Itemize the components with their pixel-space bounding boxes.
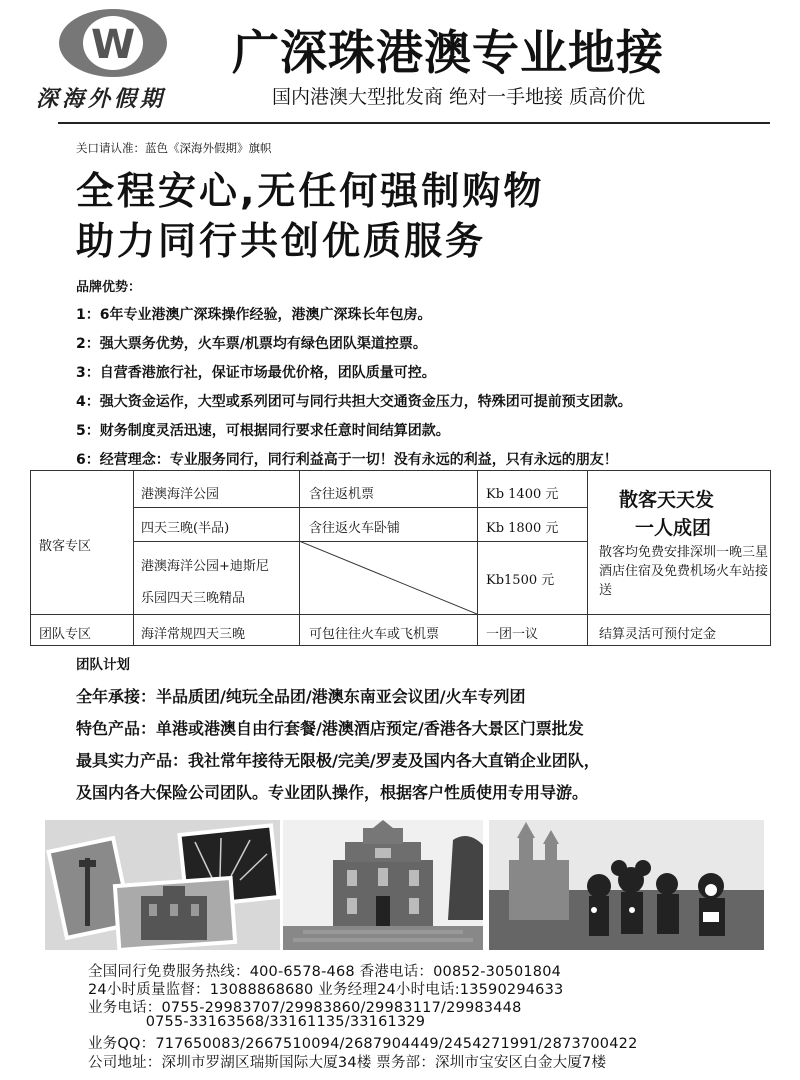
- business-phone-text-2: 0755-33163568/33161135/33161329: [88, 1014, 426, 1030]
- group-settlement: 结算灵活可预付定金: [599, 627, 717, 642]
- address-text: 公司地址：深圳市罗湖区瑞斯国际大厦34楼 票务部：深圳市宝安区白金大厦7楼: [88, 1055, 607, 1071]
- promo-title: 散客天天发: [619, 489, 715, 511]
- page-title: 广深珠港澳专业地接: [232, 26, 664, 81]
- group-price: 一团一议: [486, 627, 539, 642]
- route-transport: 含往返机票: [309, 487, 375, 502]
- headline-2: 助力同行共创优质服务: [76, 219, 487, 263]
- plan-line: 特色产品：单港或港澳自由行套餐/港澳酒店预定/香港各大景区门票批发: [76, 719, 584, 738]
- brand-item: 4：强大资金运作，大型或系列团可与同行共担大交通资金压力，特殊团可提前预支团款。: [76, 394, 632, 410]
- photo-collage-macau: [45, 820, 280, 950]
- photo-st-pauls-ruins: [283, 820, 483, 950]
- company-logo: [58, 8, 168, 78]
- brand-item: 2：强大票务优势，火车票/机票均有绿色团队渠道控票。: [76, 336, 427, 352]
- page-subtitle: 国内港澳大型批发商 绝对一手地接 质高价优: [272, 86, 646, 108]
- photo-disneyland: [489, 820, 764, 950]
- plan-line: 最具实力产品：我社常年接待无限极/完美/罗麦及国内各大直销企业团队，: [76, 751, 600, 770]
- section-group: 团队专区: [39, 627, 92, 642]
- promo-title: 一人成团: [635, 517, 712, 539]
- headline-1: 全程安心,无任何强制购物: [76, 169, 545, 213]
- logo-monogram: W: [90, 22, 136, 68]
- route-transport: 含往返火车卧铺: [309, 521, 401, 536]
- business-phone-text: 业务电话：0755-29983707/29983860/29983117/29983448: [88, 1000, 522, 1016]
- brand-item: 6：经营理念：专业服务同行，同行利益高于一切！没有永远的利益，只有永远的朋友！: [76, 452, 618, 468]
- route-name: 港澳海洋公园: [141, 487, 220, 502]
- logo-text: 深海外假期: [36, 86, 167, 112]
- group-route: 海洋常规四天三晚: [141, 627, 246, 642]
- plan-line: 全年承接：半品质团/纯玩全品团/港澳东南亚会议团/火车专列团: [76, 687, 526, 706]
- divider: [58, 122, 770, 124]
- route-name: 港澳海洋公园+迪斯尼: [141, 559, 269, 574]
- brand-advantages-label: 品牌优势：: [76, 280, 142, 295]
- route-price: Kb1500 元: [486, 573, 555, 588]
- brand-item: 1：6年专业港澳广深珠操作经验，港澳广深珠长年包房。: [76, 307, 432, 323]
- price-table: [30, 470, 771, 646]
- route-duration: 四天三晚(半品): [141, 521, 230, 536]
- promo-text: 散客均免费安排深圳一晚三星酒店住宿及免费机场火车站接送: [599, 545, 769, 598]
- route-price: Kb 1400 元: [486, 487, 559, 502]
- group-transport: 可包往往火车或飞机票: [309, 627, 440, 642]
- section-individual: 散客专区: [39, 539, 92, 554]
- notice-text: 关口请认准：蓝色《深海外假期》旗帜: [76, 141, 272, 155]
- brand-item: 5：财务制度灵活迅速，可根据同行要求任意时间结算团款。: [76, 423, 450, 439]
- hotline-text: 全国同行免费服务热线：400-6578-468 香港电话：00852-30501804: [88, 964, 562, 980]
- quality-phone-text: 24小时质量监督：13088868680 业务经理24小时电话:13590294633: [88, 982, 564, 998]
- plan-line: 及国内各大保险公司团队。专业团队操作，根据客户性质使用专用导游。: [76, 783, 589, 802]
- qq-text: 业务QQ：717650083/2667510094/2687904449/2454271991/2873700422: [88, 1036, 638, 1052]
- route-name: 乐园四天三晚精品: [141, 591, 246, 606]
- brand-item: 3：自营香港旅行社，保证市场最优价格，团队质量可控。: [76, 365, 436, 381]
- team-plan-label: 团队计划: [76, 657, 130, 673]
- route-price: Kb 1800 元: [486, 521, 559, 536]
- empty-cell-diagonal: [299, 541, 477, 614]
